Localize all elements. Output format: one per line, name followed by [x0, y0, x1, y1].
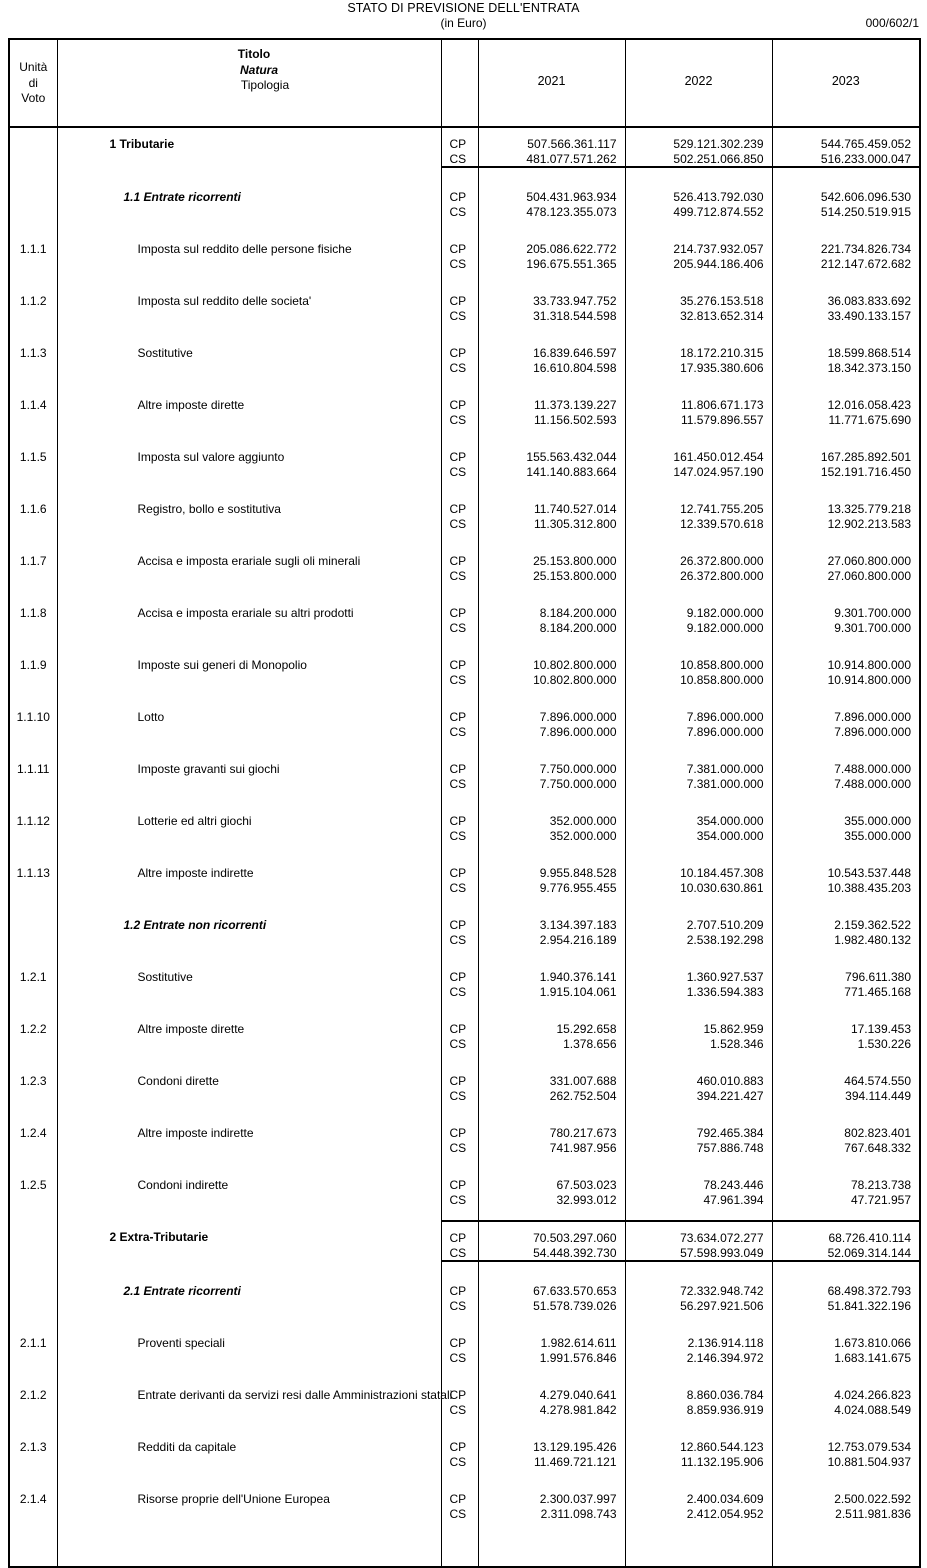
- page-title: STATO DI PREVISIONE DELL'ENTRATA: [347, 1, 580, 15]
- row-value-cell: 13.129.195.426 11.469.721.121: [478, 1431, 625, 1469]
- row-value-cell: 355.000.000 355.000.000: [772, 805, 920, 843]
- row-value-cell: 214.737.932.057 205.944.186.406: [625, 233, 772, 271]
- row-description: Risorse proprie dell'Unione Europea: [57, 1483, 441, 1521]
- table-row: [9, 649, 920, 687]
- row-value-cell: 7.488.000.000 7.488.000.000: [772, 753, 920, 791]
- row-description: Sostitutive: [57, 961, 441, 999]
- row-unit-code: 1.2.5: [9, 1169, 57, 1207]
- row-value-cell: 7.896.000.000 7.896.000.000: [625, 701, 772, 739]
- row-cpcs-labels: CP CS: [441, 127, 478, 167]
- row-unit-code: 1.2.3: [9, 1065, 57, 1103]
- row-cpcs-labels: CP CS: [441, 233, 478, 271]
- row-cpcs-labels: CP CS: [441, 1221, 478, 1261]
- table-row: [9, 1431, 920, 1469]
- row-spacer: [9, 1261, 920, 1275]
- table-row: [9, 1327, 920, 1365]
- document-header: [0, 0, 927, 34]
- row-cpcs-labels: CP CS: [441, 753, 478, 791]
- row-description: Condoni indirette: [57, 1169, 441, 1207]
- row-unit-code: 1.2.1: [9, 961, 57, 999]
- row-value-cell: 529.121.302.239 502.251.066.850: [625, 127, 772, 167]
- row-cpcs-labels: CP CS: [441, 1065, 478, 1103]
- table-row: [9, 389, 920, 427]
- row-spacer: [9, 895, 920, 909]
- row-spacer: [9, 479, 920, 493]
- row-value-cell: 792.465.384 757.886.748: [625, 1117, 772, 1155]
- row-value-cell: 78.243.446 47.961.394: [625, 1169, 772, 1207]
- row-value-cell: 11.806.671.173 11.579.896.557: [625, 389, 772, 427]
- row-unit-code: 1.1.12: [9, 805, 57, 843]
- row-value-cell: 2.400.034.609 2.412.054.952: [625, 1483, 772, 1521]
- row-value-cell: 7.896.000.000 7.896.000.000: [478, 701, 625, 739]
- row-spacer: [9, 583, 920, 597]
- row-description: Lotto: [57, 701, 441, 739]
- row-cpcs-labels: CP CS: [441, 389, 478, 427]
- row-unit-code: 1.1.2: [9, 285, 57, 323]
- row-value-cell: 161.450.012.454 147.024.957.190: [625, 441, 772, 479]
- row-unit-code: [9, 1275, 57, 1313]
- desc-line-natura: Natura: [239, 62, 278, 77]
- row-value-cell: 27.060.800.000 27.060.800.000: [772, 545, 920, 583]
- row-description: Sostitutive: [57, 337, 441, 375]
- row-description: Condoni dirette: [57, 1065, 441, 1103]
- row-cpcs-labels: CP CS: [441, 1431, 478, 1469]
- row-description: Imposte gravanti sui giochi: [57, 753, 441, 791]
- desc-line-tipologia: Tipologia: [240, 78, 290, 92]
- row-value-cell: 155.563.432.044 141.140.883.664: [478, 441, 625, 479]
- row-cpcs-labels: CP CS: [441, 441, 478, 479]
- row-unit-code: [9, 909, 57, 947]
- table-row: [9, 181, 920, 219]
- row-cpcs-labels: CP CS: [441, 493, 478, 531]
- row-unit-code: 1.1.9: [9, 649, 57, 687]
- row-cpcs-labels: CP CS: [441, 909, 478, 947]
- row-value-cell: 526.413.792.030 499.712.874.552: [625, 181, 772, 219]
- row-value-cell: 544.765.459.052 516.233.000.047: [772, 127, 920, 167]
- row-unit-code: 1.1.7: [9, 545, 57, 583]
- row-unit-code: 1.1.6: [9, 493, 57, 531]
- row-cpcs-labels: CP CS: [441, 961, 478, 999]
- row-unit-code: 2.1.2: [9, 1379, 57, 1417]
- row-value-cell: 10.184.457.308 10.030.630.861: [625, 857, 772, 895]
- row-value-cell: 2.136.914.118 2.146.394.972: [625, 1327, 772, 1365]
- table-row: [9, 597, 920, 635]
- row-value-cell: 12.741.755.205 12.339.570.618: [625, 493, 772, 531]
- table-row: [9, 1169, 920, 1207]
- row-spacer: [9, 427, 920, 441]
- row-spacer: [9, 375, 920, 389]
- row-value-cell: 4.279.040.641 4.278.981.842: [478, 1379, 625, 1417]
- row-value-cell: 10.914.800.000 10.914.800.000: [772, 649, 920, 687]
- row-value-cell: 17.139.453 1.530.226: [772, 1013, 920, 1051]
- row-cpcs-labels: CP CS: [441, 1275, 478, 1313]
- row-value-cell: 2.500.022.592 2.511.981.836: [772, 1483, 920, 1521]
- table-row: [9, 805, 920, 843]
- row-unit-code: 1.1.1: [9, 233, 57, 271]
- row-unit-code: 1.1.4: [9, 389, 57, 427]
- row-value-cell: 33.733.947.752 31.318.544.598: [478, 285, 625, 323]
- row-value-cell: 9.955.848.528 9.776.955.455: [478, 857, 625, 895]
- row-description: Altre imposte indirette: [57, 857, 441, 895]
- row-cpcs-labels: CP CS: [441, 1483, 478, 1521]
- row-unit-code: [9, 181, 57, 219]
- row-value-cell: 352.000.000 352.000.000: [478, 805, 625, 843]
- row-value-cell: 8.184.200.000 8.184.200.000: [478, 597, 625, 635]
- table-row: [9, 909, 920, 947]
- row-description: Accisa e imposta erariale su altri prodotti: [57, 597, 441, 635]
- row-value-cell: 464.574.550 394.114.449: [772, 1065, 920, 1103]
- row-spacer: [9, 271, 920, 285]
- row-value-cell: 205.086.622.772 196.675.551.365: [478, 233, 625, 271]
- row-value-cell: 15.292.658 1.378.656: [478, 1013, 625, 1051]
- column-header-year-2023: 2023: [772, 39, 920, 127]
- currency-note: (in Euro): [440, 16, 487, 30]
- table-header-row: [9, 39, 920, 127]
- row-unit-code: 1.1.3: [9, 337, 57, 375]
- row-unit-code: 2.1.4: [9, 1483, 57, 1521]
- table-row: [9, 961, 920, 999]
- page-code: 000/602/1: [865, 16, 919, 30]
- row-description: Registro, bollo e sostitutiva: [57, 493, 441, 531]
- row-value-cell: 12.860.544.123 11.132.195.906: [625, 1431, 772, 1469]
- column-header-year-2021: 2021: [478, 39, 625, 127]
- row-value-cell: 18.172.210.315 17.935.380.606: [625, 337, 772, 375]
- row-value-cell: 460.010.883 394.221.427: [625, 1065, 772, 1103]
- budget-table: [8, 38, 921, 1568]
- row-value-cell: 542.606.096.530 514.250.519.915: [772, 181, 920, 219]
- row-value-cell: 2.707.510.209 2.538.192.298: [625, 909, 772, 947]
- row-cpcs-labels: CP CS: [441, 1117, 478, 1155]
- row-value-cell: 507.566.361.117 481.077.571.262: [478, 127, 625, 167]
- table-row: [9, 337, 920, 375]
- row-value-cell: 16.839.646.597 16.610.804.598: [478, 337, 625, 375]
- row-value-cell: 504.431.963.934 478.123.355.073: [478, 181, 625, 219]
- row-value-cell: 7.750.000.000 7.750.000.000: [478, 753, 625, 791]
- row-spacer: [9, 1521, 920, 1535]
- row-value-cell: 36.083.833.692 33.490.133.157: [772, 285, 920, 323]
- column-header-cpcs: [441, 39, 478, 127]
- table-row: [9, 127, 920, 167]
- row-value-cell: 354.000.000 354.000.000: [625, 805, 772, 843]
- row-spacer: [9, 843, 920, 857]
- row-unit-code: 1.2.4: [9, 1117, 57, 1155]
- row-unit-code: 1.1.13: [9, 857, 57, 895]
- row-value-cell: 11.740.527.014 11.305.312.800: [478, 493, 625, 531]
- row-value-cell: 72.332.948.742 56.297.921.506: [625, 1275, 772, 1313]
- row-value-cell: 221.734.826.734 212.147.672.682: [772, 233, 920, 271]
- row-value-cell: 1.940.376.141 1.915.104.061: [478, 961, 625, 999]
- row-value-cell: 802.823.401 767.648.332: [772, 1117, 920, 1155]
- row-value-cell: 67.503.023 32.993.012: [478, 1169, 625, 1207]
- table-row: [9, 701, 920, 739]
- row-unit-code: 2.1.3: [9, 1431, 57, 1469]
- row-unit-code: 1.1.11: [9, 753, 57, 791]
- row-spacer: [9, 1207, 920, 1221]
- row-spacer: [9, 1469, 920, 1483]
- row-value-cell: 13.325.779.218 12.902.213.583: [772, 493, 920, 531]
- row-description: 1 Tributarie: [57, 127, 441, 167]
- row-value-cell: 3.134.397.183 2.954.216.189: [478, 909, 625, 947]
- row-cpcs-labels: CP CS: [441, 337, 478, 375]
- table-row: [9, 233, 920, 271]
- table-row: [9, 1379, 920, 1417]
- row-description: 1.1 Entrate ricorrenti: [57, 181, 441, 219]
- row-description: 1.2 Entrate non ricorrenti: [57, 909, 441, 947]
- row-spacer: [9, 1417, 920, 1431]
- row-spacer: [9, 1365, 920, 1379]
- row-unit-code: 1.1.10: [9, 701, 57, 739]
- row-value-cell: 1.982.614.611 1.991.576.846: [478, 1327, 625, 1365]
- row-spacer: [9, 739, 920, 753]
- row-value-cell: 10.802.800.000 10.802.800.000: [478, 649, 625, 687]
- column-header-unit: [9, 39, 57, 127]
- unit-line-3: Voto: [21, 91, 46, 105]
- table-row: [9, 857, 920, 895]
- row-value-cell: 4.024.266.823 4.024.088.549: [772, 1379, 920, 1417]
- row-spacer: [9, 999, 920, 1013]
- table-body: [9, 127, 920, 1567]
- table-row: [9, 1483, 920, 1521]
- row-cpcs-labels: CP CS: [441, 545, 478, 583]
- row-value-cell: 9.182.000.000 9.182.000.000: [625, 597, 772, 635]
- row-spacer: [9, 167, 920, 181]
- table-bottom-rule: [9, 1535, 920, 1567]
- row-spacer: [9, 635, 920, 649]
- row-value-cell: 18.599.868.514 18.342.373.150: [772, 337, 920, 375]
- table-row: [9, 285, 920, 323]
- row-spacer: [9, 687, 920, 701]
- row-spacer: [9, 1155, 920, 1169]
- row-value-cell: 73.634.072.277 57.598.993.049: [625, 1221, 772, 1261]
- unit-line-1: Unità: [19, 60, 48, 74]
- row-value-cell: 26.372.800.000 26.372.800.000: [625, 545, 772, 583]
- budget-table-container: [8, 38, 919, 1568]
- row-cpcs-labels: CP CS: [441, 1169, 478, 1207]
- row-value-cell: 1.360.927.537 1.336.594.383: [625, 961, 772, 999]
- row-cpcs-labels: CP CS: [441, 649, 478, 687]
- column-header-description: [57, 39, 441, 127]
- row-unit-code: [9, 127, 57, 167]
- table-header: [9, 39, 920, 127]
- unit-line-2: di: [28, 75, 38, 90]
- row-value-cell: 12.753.079.534 10.881.504.937: [772, 1431, 920, 1469]
- row-value-cell: 2.300.037.997 2.311.098.743: [478, 1483, 625, 1521]
- row-spacer: [9, 531, 920, 545]
- row-description: 2 Extra-Tributarie: [57, 1221, 441, 1261]
- row-value-cell: 25.153.800.000 25.153.800.000: [478, 545, 625, 583]
- row-value-cell: 12.016.058.423 11.771.675.690: [772, 389, 920, 427]
- row-cpcs-labels: CP CS: [441, 857, 478, 895]
- row-description: Accisa e imposta erariale sugli oli minerali: [57, 545, 441, 583]
- row-description: Imposta sul reddito delle persone fisiche: [57, 233, 441, 271]
- row-value-cell: 11.373.139.227 11.156.502.593: [478, 389, 625, 427]
- row-value-cell: 780.217.673 741.987.956: [478, 1117, 625, 1155]
- row-value-cell: 331.007.688 262.752.504: [478, 1065, 625, 1103]
- table-row: [9, 493, 920, 531]
- row-value-cell: 9.301.700.000 9.301.700.000: [772, 597, 920, 635]
- row-value-cell: 2.159.362.522 1.982.480.132: [772, 909, 920, 947]
- row-description: Imposta sul reddito delle societa': [57, 285, 441, 323]
- row-unit-code: 1.2.2: [9, 1013, 57, 1051]
- row-cpcs-labels: CP CS: [441, 1013, 478, 1051]
- row-value-cell: 796.611.380 771.465.168: [772, 961, 920, 999]
- row-value-cell: 78.213.738 47.721.957: [772, 1169, 920, 1207]
- row-cpcs-labels: CP CS: [441, 1379, 478, 1417]
- row-description: Entrate derivanti da servizi resi dalle Amministrazioni statali: [57, 1379, 441, 1417]
- row-description: Lotterie ed altri giochi: [57, 805, 441, 843]
- row-description: Redditi da capitale: [57, 1431, 441, 1469]
- row-spacer: [9, 791, 920, 805]
- row-cpcs-labels: CP CS: [441, 597, 478, 635]
- table-row: [9, 1221, 920, 1261]
- row-spacer: [9, 1103, 920, 1117]
- row-description: Altre imposte indirette: [57, 1117, 441, 1155]
- row-value-cell: 10.858.800.000 10.858.800.000: [625, 649, 772, 687]
- row-description: Altre imposte dirette: [57, 1013, 441, 1051]
- table-row: [9, 753, 920, 791]
- row-value-cell: 70.503.297.060 54.448.392.730: [478, 1221, 625, 1261]
- row-value-cell: 35.276.153.518 32.813.652.314: [625, 285, 772, 323]
- table-row: [9, 1275, 920, 1313]
- row-value-cell: 8.860.036.784 8.859.936.919: [625, 1379, 772, 1417]
- row-spacer: [9, 947, 920, 961]
- row-description: Altre imposte dirette: [57, 389, 441, 427]
- row-description: Imposta sul valore aggiunto: [57, 441, 441, 479]
- row-value-cell: 7.381.000.000 7.381.000.000: [625, 753, 772, 791]
- row-unit-code: [9, 1221, 57, 1261]
- row-value-cell: 1.673.810.066 1.683.141.675: [772, 1327, 920, 1365]
- row-value-cell: 68.498.372.793 51.841.322.196: [772, 1275, 920, 1313]
- row-spacer: [9, 1051, 920, 1065]
- row-spacer: [9, 219, 920, 233]
- row-value-cell: 7.896.000.000 7.896.000.000: [772, 701, 920, 739]
- row-cpcs-labels: CP CS: [441, 1327, 478, 1365]
- row-description: Proventi speciali: [57, 1327, 441, 1365]
- row-cpcs-labels: CP CS: [441, 701, 478, 739]
- column-header-year-2022: 2022: [625, 39, 772, 127]
- row-value-cell: 10.543.537.448 10.388.435.203: [772, 857, 920, 895]
- table-row: [9, 545, 920, 583]
- row-cpcs-labels: CP CS: [441, 285, 478, 323]
- table-row: [9, 1065, 920, 1103]
- row-description: Imposte sui generi di Monopolio: [57, 649, 441, 687]
- table-row: [9, 1013, 920, 1051]
- row-cpcs-labels: CP CS: [441, 805, 478, 843]
- row-description: 2.1 Entrate ricorrenti: [57, 1275, 441, 1313]
- row-value-cell: 167.285.892.501 152.191.716.450: [772, 441, 920, 479]
- table-row: [9, 441, 920, 479]
- row-spacer: [9, 1313, 920, 1327]
- row-value-cell: 67.633.570.653 51.578.739.026: [478, 1275, 625, 1313]
- row-unit-code: 2.1.1: [9, 1327, 57, 1365]
- row-cpcs-labels: CP CS: [441, 181, 478, 219]
- row-unit-code: 1.1.5: [9, 441, 57, 479]
- row-unit-code: 1.1.8: [9, 597, 57, 635]
- row-spacer: [9, 323, 920, 337]
- row-value-cell: 15.862.959 1.528.346: [625, 1013, 772, 1051]
- table-row: [9, 1117, 920, 1155]
- row-value-cell: 68.726.410.114 52.069.314.144: [772, 1221, 920, 1261]
- desc-line-titolo: Titolo: [237, 47, 271, 61]
